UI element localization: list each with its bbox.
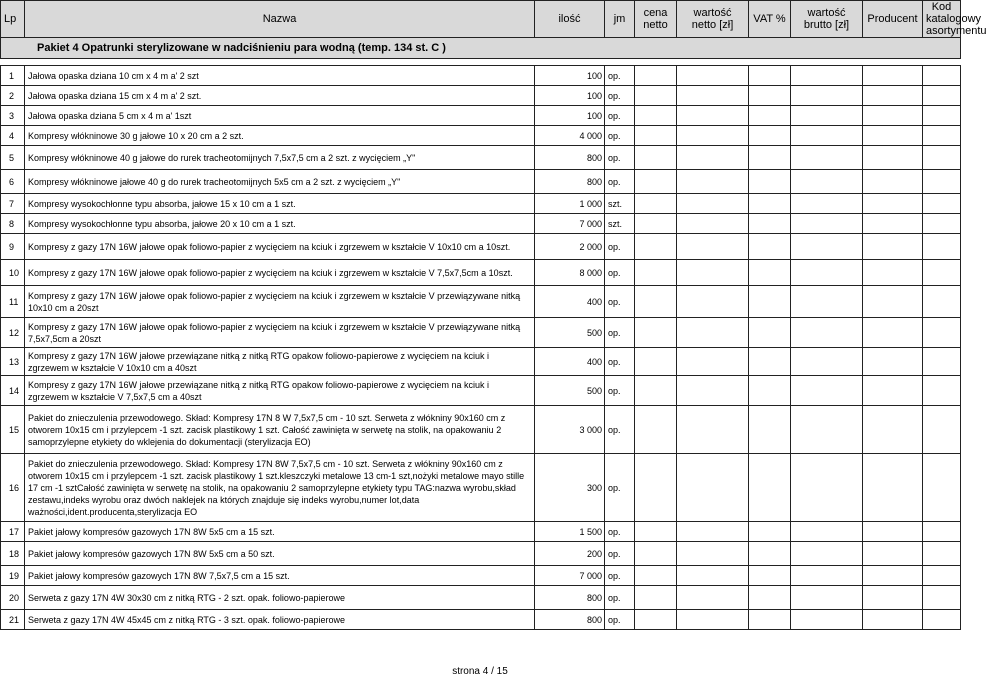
wartosc-brutto-cell [791, 234, 863, 260]
pakiet-title: Pakiet 4 Opatrunki sterylizowane w nadciśnieniu para wodną (temp. 134 st. C ) [1, 38, 961, 59]
producent-cell [863, 566, 923, 586]
qty-cell: 300 [535, 454, 605, 522]
qty-cell: 4 000 [535, 126, 605, 146]
qty-cell: 3 000 [535, 406, 605, 454]
name-cell: Kompresy z gazy 17N 16W jałowe przewiązane nitką z nitką RTG opakow foliowo-papierowe z wycięciem na kciuk i zgrzewem w kształcie V 10x10 cm a 40szt [25, 348, 535, 376]
kod-cell [923, 106, 961, 126]
cena-netto-cell [635, 234, 677, 260]
table-row [1, 86, 961, 106]
lp-cell: 18 [1, 542, 25, 566]
name-cell: Pakiet do znieczulenia przewodowego. Skład: Kompresy 17N 8W 7,5x7,5 cm - 10 szt. Serweta z włókniny 90x160 cm z otworem 10x15 cm i przylepcem -1 szt. zacisk plastikowy 1 szt.kleszczyki metalowe 13 cm-1 szt,nożyki metalowe mayo stille 17 cm -1 sztCałość zawinięta w serwetę na stolik, na opakowaniu 2 samoprzylepne etykiety typu TAG:nazwa wyrobu,skład zestawu,indeks wyrobu oraz dwóch naklejek na których znajduje się indeks wyrobu,numer lot,data ważności,ident.producenta,sterylizacja EO [25, 454, 535, 522]
header-vat: VAT % [749, 1, 791, 38]
wartosc-netto-cell [677, 318, 749, 348]
table-row [1, 376, 961, 406]
lp-cell: 2 [1, 86, 25, 106]
producent-cell [863, 126, 923, 146]
lp-cell: 11 [1, 286, 25, 318]
wartosc-netto-cell [677, 566, 749, 586]
lp-cell: 13 [1, 348, 25, 376]
unit-cell: szt. [605, 214, 635, 234]
unit-cell: op. [605, 566, 635, 586]
vat-cell [749, 610, 791, 630]
cena-netto-cell [635, 66, 677, 86]
vat-cell [749, 566, 791, 586]
producent-cell [863, 86, 923, 106]
cena-netto-cell [635, 318, 677, 348]
qty-cell: 800 [535, 586, 605, 610]
name-cell: Jałowa opaska dziana 5 cm x 4 m a' 1szt [25, 106, 535, 126]
wartosc-netto-cell [677, 348, 749, 376]
unit-cell: op. [605, 610, 635, 630]
unit-cell: op. [605, 126, 635, 146]
qty-cell: 8 000 [535, 260, 605, 286]
cena-netto-cell [635, 106, 677, 126]
table-row [1, 146, 961, 170]
name-cell: Kompresy z gazy 17N 16W jałowe opak foliowo-papier z wycięciem na kciuk i zgrzewem w kształcie V przewiązywane nitką 7,5x7,5cm a 20szt [25, 318, 535, 348]
wartosc-brutto-cell [791, 586, 863, 610]
wartosc-brutto-cell [791, 566, 863, 586]
wartosc-brutto-cell [791, 260, 863, 286]
wartosc-brutto-cell [791, 522, 863, 542]
producent-cell [863, 214, 923, 234]
kod-cell [923, 146, 961, 170]
lp-cell: 7 [1, 194, 25, 214]
unit-cell: op. [605, 234, 635, 260]
table-row [1, 542, 961, 566]
lp-cell: 19 [1, 566, 25, 586]
name-cell: Kompresy wysokochłonne typu absorba, jałowe 15 x 10 cm a 1 szt. [25, 194, 535, 214]
wartosc-brutto-cell [791, 542, 863, 566]
cena-netto-cell [635, 586, 677, 610]
table-row [1, 286, 961, 318]
header-lp: Lp [1, 1, 25, 38]
wartosc-netto-cell [677, 234, 749, 260]
unit-cell: op. [605, 454, 635, 522]
wartosc-netto-cell [677, 586, 749, 610]
unit-cell: op. [605, 86, 635, 106]
qty-cell: 200 [535, 542, 605, 566]
name-cell: Kompresy włókninowe jałowe 40 g do rurek tracheotomijnych 5x5 cm a 2 szt. z wycięciem „Y" [25, 170, 535, 194]
producent-cell [863, 66, 923, 86]
cena-netto-cell [635, 610, 677, 630]
kod-cell [923, 610, 961, 630]
name-cell: Pakiet jałowy kompresów gazowych 17N 8W 5x5 cm a 15 szt. [25, 522, 535, 542]
vat-cell [749, 348, 791, 376]
table-row [1, 610, 961, 630]
lp-cell: 10 [1, 260, 25, 286]
lp-cell: 5 [1, 146, 25, 170]
vat-cell [749, 376, 791, 406]
producent-cell [863, 106, 923, 126]
unit-cell: szt. [605, 194, 635, 214]
cena-netto-cell [635, 86, 677, 106]
name-cell: Kompresy z gazy 17N 16W jałowe opak foliowo-papier z wycięciem na kciuk i zgrzewem w kształcie V 7,5x7,5cm a 10szt. [25, 260, 535, 286]
wartosc-netto-cell [677, 66, 749, 86]
name-cell: Pakiet jałowy kompresów gazowych 17N 8W 5x5 cm a 50 szt. [25, 542, 535, 566]
table-row [1, 66, 961, 86]
kod-cell [923, 454, 961, 522]
vat-cell [749, 214, 791, 234]
name-cell: Kompresy z gazy 17N 16W jałowe opak foliowo-papier z wycięciem na kciuk i zgrzewem w kształcie V 10x10 cm a 10szt. [25, 234, 535, 260]
lp-cell: 21 [1, 610, 25, 630]
cena-netto-cell [635, 406, 677, 454]
cena-netto-cell [635, 194, 677, 214]
unit-cell: op. [605, 542, 635, 566]
wartosc-brutto-cell [791, 194, 863, 214]
wartosc-brutto-cell [791, 86, 863, 106]
vat-cell [749, 86, 791, 106]
wartosc-netto-cell [677, 286, 749, 318]
qty-cell: 800 [535, 610, 605, 630]
wartosc-brutto-cell [791, 170, 863, 194]
wartosc-netto-cell [677, 86, 749, 106]
producent-cell [863, 610, 923, 630]
name-cell: Serweta z gazy 17N 4W 45x45 cm z nitką RTG - 3 szt. opak. foliowo-papierowe [25, 610, 535, 630]
pakiet-title-row [1, 38, 961, 59]
header-ilosc: ilość [535, 1, 605, 38]
table-row [1, 318, 961, 348]
wartosc-netto-cell [677, 194, 749, 214]
qty-cell: 800 [535, 146, 605, 170]
vat-cell [749, 286, 791, 318]
name-cell: Jałowa opaska dziana 15 cm x 4 m a' 2 szt. [25, 86, 535, 106]
unit-cell: op. [605, 348, 635, 376]
wartosc-netto-cell [677, 542, 749, 566]
vat-cell [749, 586, 791, 610]
name-cell: Jałowa opaska dziana 10 cm x 4 m a' 2 szt [25, 66, 535, 86]
qty-cell: 400 [535, 348, 605, 376]
producent-cell [863, 522, 923, 542]
cena-netto-cell [635, 170, 677, 194]
kod-cell [923, 170, 961, 194]
qty-cell: 100 [535, 106, 605, 126]
qty-cell: 1 000 [535, 194, 605, 214]
qty-cell: 2 000 [535, 234, 605, 260]
wartosc-brutto-cell [791, 146, 863, 170]
wartosc-netto-cell [677, 146, 749, 170]
table-row [1, 126, 961, 146]
producent-cell [863, 286, 923, 318]
wartosc-netto-cell [677, 106, 749, 126]
header-row [1, 1, 961, 38]
unit-cell: op. [605, 260, 635, 286]
kod-cell [923, 586, 961, 610]
kod-cell [923, 286, 961, 318]
lp-cell: 17 [1, 522, 25, 542]
kod-cell [923, 318, 961, 348]
unit-cell: op. [605, 146, 635, 170]
lp-cell: 16 [1, 454, 25, 522]
unit-cell: op. [605, 522, 635, 542]
cena-netto-cell [635, 126, 677, 146]
lp-cell: 8 [1, 214, 25, 234]
spacer-row [1, 59, 961, 66]
unit-cell: op. [605, 318, 635, 348]
header-wartosc-brutto: wartość brutto [zł] [791, 1, 863, 38]
unit-cell: op. [605, 376, 635, 406]
cena-netto-cell [635, 260, 677, 286]
producent-cell [863, 318, 923, 348]
wartosc-brutto-cell [791, 610, 863, 630]
vat-cell [749, 170, 791, 194]
name-cell: Kompresy wysokochłonne typu absorba, jałowe 20 x 10 cm a 1 szt. [25, 214, 535, 234]
wartosc-brutto-cell [791, 286, 863, 318]
qty-cell: 7 000 [535, 566, 605, 586]
producent-cell [863, 586, 923, 610]
producent-cell [863, 348, 923, 376]
name-cell: Pakiet do znieczulenia przewodowego. Skład: Kompresy 17N 8 W 7,5x7,5 cm - 10 szt. Serweta z włókniny 90x160 cm z otworem 10x15 cm i przylepcem -1 szt. zacisk plastikowy 1 szt. Całość zawinięta w serwetę na stolik, na opakowaniu 2 samoprzylepne etykiety do wklejenia do dokumentacji (sterylizacja EO) [25, 406, 535, 454]
unit-cell: op. [605, 406, 635, 454]
wartosc-brutto-cell [791, 126, 863, 146]
wartosc-brutto-cell [791, 348, 863, 376]
kod-cell [923, 348, 961, 376]
wartosc-brutto-cell [791, 318, 863, 348]
lp-cell: 6 [1, 170, 25, 194]
lp-cell: 15 [1, 406, 25, 454]
unit-cell: op. [605, 106, 635, 126]
producent-cell [863, 454, 923, 522]
wartosc-netto-cell [677, 406, 749, 454]
table-row [1, 234, 961, 260]
qty-cell: 7 000 [535, 214, 605, 234]
wartosc-brutto-cell [791, 66, 863, 86]
wartosc-netto-cell [677, 260, 749, 286]
vat-cell [749, 260, 791, 286]
lp-cell: 1 [1, 66, 25, 86]
wartosc-netto-cell [677, 376, 749, 406]
qty-cell: 800 [535, 170, 605, 194]
cena-netto-cell [635, 376, 677, 406]
vat-cell [749, 146, 791, 170]
cena-netto-cell [635, 146, 677, 170]
header-producent: Producent [863, 1, 923, 38]
table-row [1, 214, 961, 234]
lp-cell: 12 [1, 318, 25, 348]
header-cena-netto: cena netto [635, 1, 677, 38]
kod-cell [923, 566, 961, 586]
name-cell: Serweta z gazy 17N 4W 30x30 cm z nitką RTG - 2 szt. opak. foliowo-papierowe [25, 586, 535, 610]
cena-netto-cell [635, 454, 677, 522]
unit-cell: op. [605, 286, 635, 318]
vat-cell [749, 234, 791, 260]
vat-cell [749, 126, 791, 146]
table-row [1, 260, 961, 286]
wartosc-netto-cell [677, 454, 749, 522]
table-row [1, 454, 961, 522]
wartosc-netto-cell [677, 522, 749, 542]
page-footer: strona 4 / 15 [452, 666, 508, 677]
wartosc-brutto-cell [791, 106, 863, 126]
kod-cell [923, 376, 961, 406]
kod-cell [923, 214, 961, 234]
vat-cell [749, 66, 791, 86]
header-wartosc-netto: wartość netto [zł] [677, 1, 749, 38]
kod-cell [923, 522, 961, 542]
header-jm: jm [605, 1, 635, 38]
wartosc-brutto-cell [791, 406, 863, 454]
producent-cell [863, 376, 923, 406]
table-row [1, 406, 961, 454]
vat-cell [749, 454, 791, 522]
wartosc-brutto-cell [791, 376, 863, 406]
table-body [1, 38, 961, 630]
lp-cell: 9 [1, 234, 25, 260]
vat-cell [749, 406, 791, 454]
unit-cell: op. [605, 66, 635, 86]
table-row [1, 566, 961, 586]
table-row [1, 170, 961, 194]
name-cell: Pakiet jałowy kompresów gazowych 17N 8W 7,5x7,5 cm a 15 szt. [25, 566, 535, 586]
table-row [1, 348, 961, 376]
cena-netto-cell [635, 522, 677, 542]
qty-cell: 1 500 [535, 522, 605, 542]
wartosc-netto-cell [677, 170, 749, 194]
wartosc-netto-cell [677, 126, 749, 146]
cena-netto-cell [635, 286, 677, 318]
producent-cell [863, 234, 923, 260]
cena-netto-cell [635, 542, 677, 566]
wartosc-netto-cell [677, 610, 749, 630]
header-nazwa: Nazwa [25, 1, 535, 38]
cena-netto-cell [635, 566, 677, 586]
kod-cell [923, 194, 961, 214]
lp-cell: 3 [1, 106, 25, 126]
qty-cell: 500 [535, 376, 605, 406]
kod-cell [923, 406, 961, 454]
producent-cell [863, 406, 923, 454]
cena-netto-cell [635, 348, 677, 376]
vat-cell [749, 522, 791, 542]
unit-cell: op. [605, 586, 635, 610]
kod-cell [923, 66, 961, 86]
lp-cell: 14 [1, 376, 25, 406]
wartosc-brutto-cell [791, 214, 863, 234]
vat-cell [749, 106, 791, 126]
kod-cell [923, 126, 961, 146]
producent-cell [863, 170, 923, 194]
qty-cell: 100 [535, 86, 605, 106]
cena-netto-cell [635, 214, 677, 234]
name-cell: Kompresy z gazy 17N 16W jałowe opak foliowo-papier z wycięciem na kciuk i zgrzewem w kształcie V przewiązywane nitką 10x10 cm a 20szt [25, 286, 535, 318]
qty-cell: 500 [535, 318, 605, 348]
vat-cell [749, 194, 791, 214]
table-row [1, 586, 961, 610]
unit-cell: op. [605, 170, 635, 194]
qty-cell: 100 [535, 66, 605, 86]
table-row [1, 522, 961, 542]
kod-cell [923, 86, 961, 106]
vat-cell [749, 318, 791, 348]
name-cell: Kompresy włókninowe 40 g jałowe do rurek tracheotomijnych 7,5x7,5 cm a 2 szt. z wycięciem „Y" [25, 146, 535, 170]
kod-cell [923, 542, 961, 566]
table-row [1, 106, 961, 126]
table-row [1, 194, 961, 214]
name-cell: Kompresy z gazy 17N 16W jałowe przewiązane nitką z nitką RTG opakow foliowo-papierowe z wycięciem na kciuk i zgrzewem w kształcie V 7,5x7,5 cm a 40szt [25, 376, 535, 406]
kod-cell [923, 234, 961, 260]
qty-cell: 400 [535, 286, 605, 318]
producent-cell [863, 146, 923, 170]
kod-cell [923, 260, 961, 286]
lp-cell: 20 [1, 586, 25, 610]
wartosc-brutto-cell [791, 454, 863, 522]
producent-cell [863, 194, 923, 214]
wartosc-netto-cell [677, 214, 749, 234]
lp-cell: 4 [1, 126, 25, 146]
header-kod: Kod katalogowy asortymentu [923, 1, 961, 38]
name-cell: Kompresy włókninowe 30 g jałowe 10 x 20 cm a 2 szt. [25, 126, 535, 146]
producent-cell [863, 260, 923, 286]
vat-cell [749, 542, 791, 566]
producent-cell [863, 542, 923, 566]
